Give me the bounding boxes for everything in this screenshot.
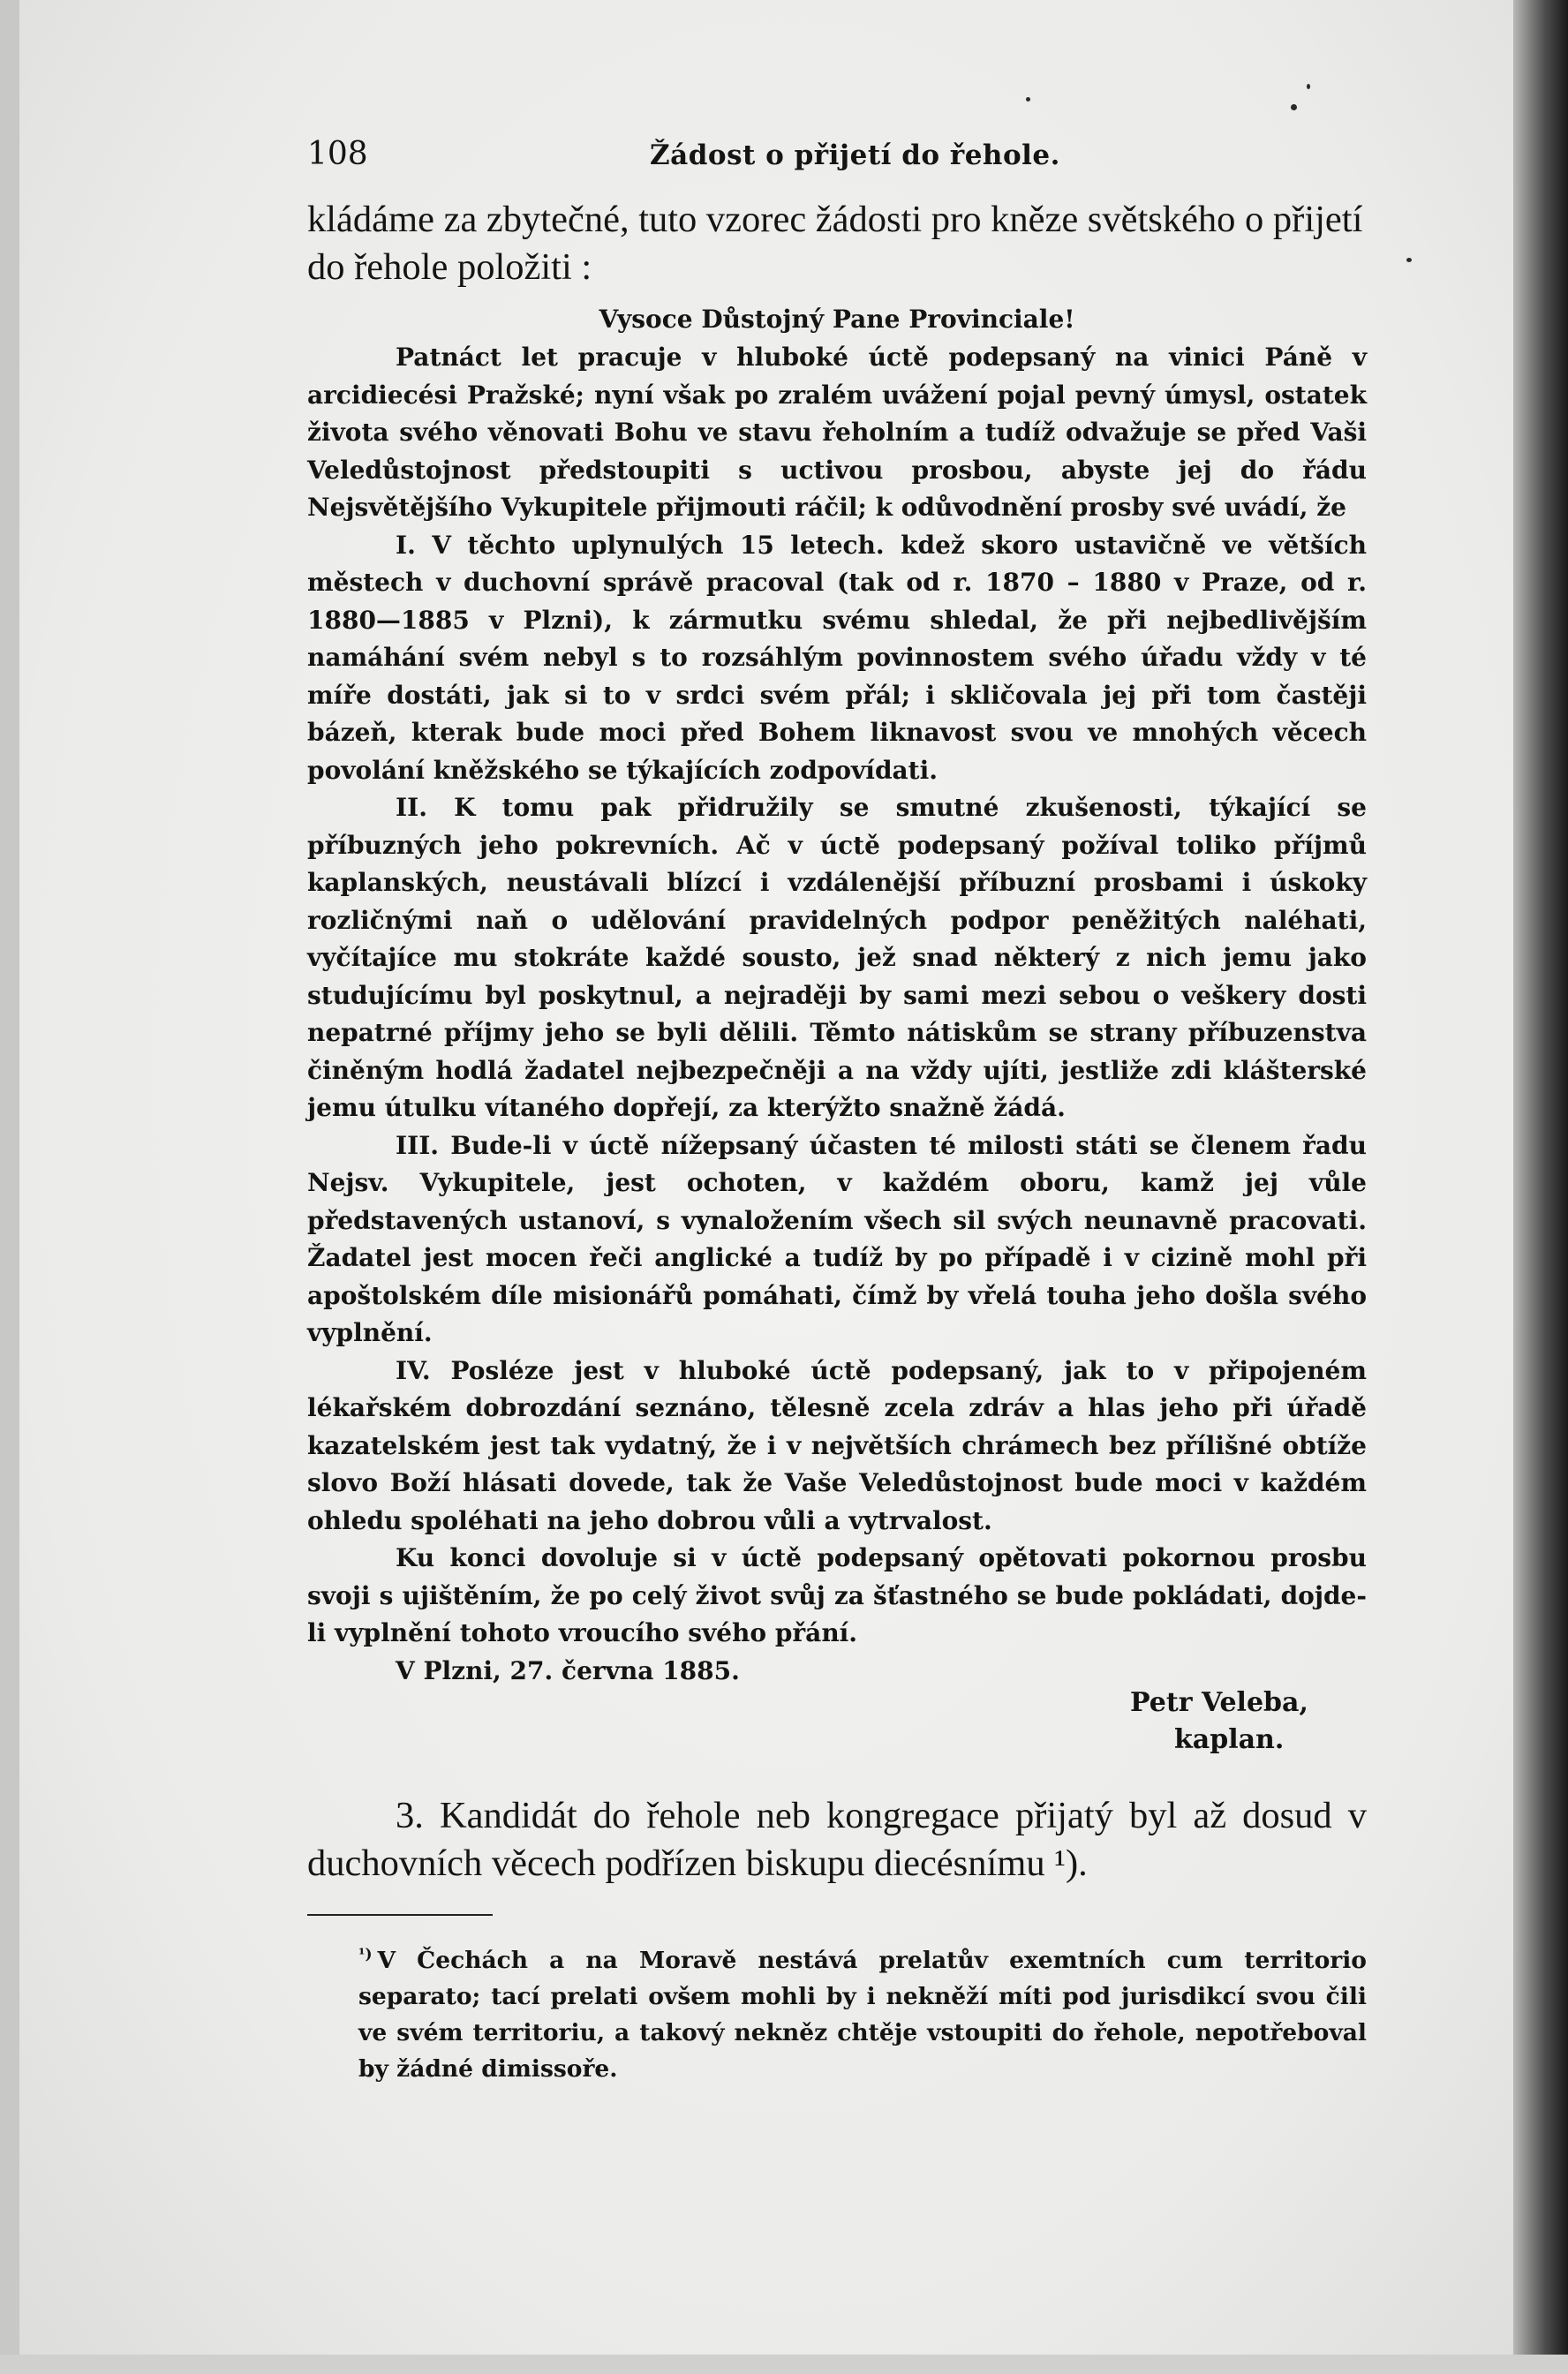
footnote	[358, 1937, 1367, 2087]
footnote-divider	[307, 1914, 493, 1916]
signature-title: kaplan.	[1174, 1724, 1285, 1755]
ink-speck	[1291, 104, 1297, 110]
ink-speck	[1026, 97, 1030, 102]
page-bottom-edge	[0, 2355, 1568, 2374]
letter-paragraph: I. V těchto uplynulých 15 letech. kdež skoro ustavičně ve větších městech v duchovní správě pracoval (tak od r. 1870 – 1880 v Praze, od r. 1880—1885 v Plzni), k zármutku svému shledal, že při nejbedlivějším namáhání svém nebyl s to rozsáhlým povinnostem svého úřadu vždy v té míře dostáti, jak si to v srdci svém přál; i skličovala jej při tom častěji bázeň, kterak bude moci před Bohem liknavost svou ve mnohých věcech povolání kněžského se týkajících zodpovídati.	[307, 530, 1367, 785]
letter-paragraph: Ku konci dovoluje si v úctě podepsaný opětovati pokornou prosbu svoji s ujištěním, že po celý život svůj za šťastného se bude pokládati, dojde-li vyplnění tohoto vroucího svého přání.	[307, 1543, 1367, 1647]
page-number: 108	[307, 136, 368, 172]
page-left-edge	[0, 0, 19, 2374]
signature-name: Petr Veleba,	[1130, 1687, 1308, 1718]
section-3-text: 3. Kandidát do řehole neb kongregace přijatý byl až dosud v duchovních věcech podřízen biskupu diecésnímu ¹).	[307, 1795, 1367, 1884]
book-spine-shadow	[1513, 0, 1568, 2374]
letter-paragraph: II. K tomu pak přidružily se smutné zkušenosti, týkající se příbuzných jeho pokrevních. Ač v úctě podepsaný požíval toliko příjmů kaplanských, neustávali blízcí i vzdálenější příbuzní prosbami i úskoky rozličnými naň o udělování pravidelných podpor peněžitých naléhati, vyčítajíce mu stokráte každé sousto, jež snad některý z nich jemu jako studujícímu byl poskytnul, a nejraději by sami mezi sebou o veškery dosti nepatrné příjmy jeho se byli dělili. Těmto nátiskům se strany příbuzenstva činěným hodlá žadatel nejbezpečněji a na vždy ujíti, jestliže zdi klášterské jemu útulku vítaného dopřejí, za kterýžto snažně žádá.	[307, 793, 1367, 1122]
ink-speck	[1406, 258, 1412, 262]
letter-paragraph: III. Bude-li v úctě nížepsaný účasten té milosti státi se členem řadu Nejsv. Vykupitele, jest ochoten, v každém oboru, kamž jej vůle představených ustanoví, s vynaložením všech sil svých neunavně pracovati. Žadatel jest mocen řeči anglické a tudíž by po případě i v cizině mohl při apoštolském díle misionářů pomáhati, čímž by vřelá touha jeho došla svého vyplnění.	[307, 1130, 1367, 1347]
letter-paragraph: Patnáct let pracuje v hluboké úctě podepsaný na vinici Páně v arcidiecési Pražské; nyní však po zralém uvážení pojal pevný úmysl, ostatek života svého věnovati Bohu ve stavu řeholním a tudíž odvažuje se před Vaši Veledůstojnost předstoupiti s uctivou prosbou, abyste jej do řádu Nejsvětějšího Vykupitele přijmouti ráčil; k odůvodnění prosby své uvádí, že	[307, 343, 1367, 522]
running-header	[307, 132, 1367, 178]
intro-text: kládáme za zbytečné, tuto vzorec žádosti pro kněze světského o přijetí do řehole položiti :	[307, 199, 1363, 288]
footnote-mark: ¹)	[358, 1946, 373, 1963]
running-title: Žádost o přijetí do řehole.	[650, 139, 1060, 171]
letter-body	[307, 339, 1367, 1690]
date-line: V Plzni, 27. června 1885.	[396, 1655, 740, 1685]
footnote-text: V Čechách a na Moravě nestává prelatův exemtních cum territorio separato; tací prelati ovšem mohli by i nekněží míti pod jurisdikcí svou čili ve svém territoriu, a takový nekněz chtěje vstoupiti do řehole, nepotřeboval by žádné dimissoře.	[358, 1946, 1367, 2083]
ink-speck	[1307, 84, 1310, 89]
salutation: Vysoce Důstojný Pane Provinciale!	[599, 305, 1075, 334]
page-content	[307, 132, 1367, 2087]
letter-paragraph: IV. Posléze jest v hluboké úctě podepsaný, jak to v připojeném lékařském dobrozdání seznáno, tělesně zcela zdráv a hlas jeho při úřadě kazatelském jest tak vydatný, že i v největších chrámech bez přílišné obtíže slovo Boží hlásati dovede, tak že Vaše Veledůstojnost bude moci v každém ohledu spoléhati na jeho dobrou vůli a vytrvalost.	[307, 1355, 1367, 1535]
signature-block	[307, 1687, 1367, 1769]
